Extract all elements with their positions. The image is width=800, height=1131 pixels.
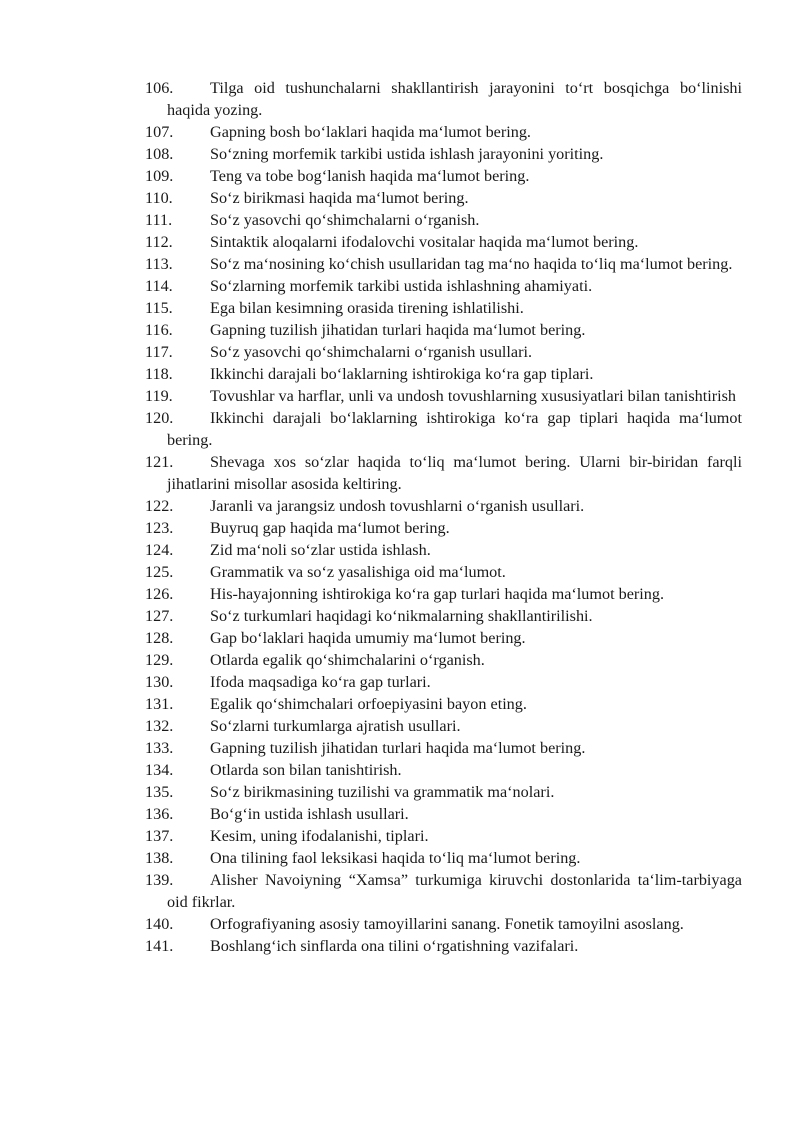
question-number: 115. (145, 299, 173, 317)
question-number: 137. (145, 827, 174, 845)
question-item (145, 913, 742, 935)
question-number: 140. (145, 915, 174, 933)
question-number: 136. (145, 805, 174, 823)
question-text: Zid ma‘noli so‘zlar ustida ishlash. (210, 541, 431, 559)
question-number: 141. (145, 937, 174, 955)
question-number: 127. (145, 607, 174, 625)
question-item (145, 77, 742, 121)
question-text: So‘z birikmasi haqida ma‘lumot bering. (210, 189, 469, 207)
question-item (145, 319, 742, 341)
question-list (145, 77, 742, 957)
question-text: So‘z turkumlari haqidagi ko‘nikmalarning shakllantirilishi. (210, 607, 593, 625)
question-text: Ega bilan kesimning orasida tirening ishlatilishi. (210, 299, 524, 317)
question-text: Ikkinchi darajali bo‘laklarning ishtirokiga ko‘ra gap tiplari. (210, 365, 594, 383)
question-text: Gapning tuzilish jihatidan turlari haqida ma‘lumot bering. (210, 321, 586, 339)
question-text: Ifoda maqsadiga ko‘ra gap turlari. (210, 673, 431, 691)
question-number: 116. (145, 321, 173, 339)
question-text: His-hayajonning ishtirokiga ko‘ra gap turlari haqida ma‘lumot bering. (210, 585, 665, 603)
question-number: 125. (145, 563, 174, 581)
question-text: So‘zning morfemik tarkibi ustida ishlash jarayonini yoriting. (210, 145, 604, 163)
question-number: 135. (145, 783, 174, 801)
question-text: Kesim, uning ifodalanishi, tiplari. (210, 827, 429, 845)
question-text: Teng va tobe bog‘lanish haqida ma‘lumot bering. (210, 167, 530, 185)
question-number: 109. (145, 167, 174, 185)
question-item (145, 231, 742, 253)
question-number: 134. (145, 761, 174, 779)
question-text: Alisher Navoiyning “Xamsa” turkumiga kiruvchi dostonlarida ta‘lim-tarbiyaga oid fikrlar. (167, 871, 742, 911)
question-text: Ikkinchi darajali bo‘laklarning ishtirokiga ko‘ra gap tiplari haqida ma‘lumot bering. (167, 409, 742, 449)
question-item (145, 847, 742, 869)
question-item (145, 341, 742, 363)
question-item (145, 935, 742, 957)
question-item (145, 627, 742, 649)
question-item (145, 803, 742, 825)
question-number: 128. (145, 629, 174, 647)
question-number: 138. (145, 849, 174, 867)
question-text: Tilga oid tushunchalarni shakllantirish jarayonini to‘rt bosqichga bo‘linishi haqida yozing. (167, 79, 742, 119)
question-number: 123. (145, 519, 174, 537)
question-item (145, 187, 742, 209)
question-text: Gap bo‘laklari haqida umumiy ma‘lumot bering. (210, 629, 526, 647)
question-text: Ona tilining faol leksikasi haqida to‘liq ma‘lumot bering. (210, 849, 581, 867)
question-item (145, 825, 742, 847)
question-number: 129. (145, 651, 174, 669)
question-number: 133. (145, 739, 174, 757)
question-item (145, 275, 742, 297)
question-number: 121. (145, 453, 174, 471)
question-text: Jaranli va jarangsiz undosh tovushlarni o‘rganish usullari. (210, 497, 585, 515)
question-text: So‘z birikmasining tuzilishi va grammatik ma‘nolari. (210, 783, 555, 801)
question-item (145, 297, 742, 319)
question-text: Buyruq gap haqida ma‘lumot bering. (210, 519, 450, 537)
question-text: Gapning bosh bo‘laklari haqida ma‘lumot bering. (210, 123, 531, 141)
question-text: Boshlang‘ich sinflarda ona tilini o‘rgatishning vazifalari. (210, 937, 579, 955)
question-number: 114. (145, 277, 173, 295)
question-number: 111. (145, 211, 173, 229)
question-number: 122. (145, 497, 174, 515)
question-item (145, 583, 742, 605)
question-text: Otlarda son bilan tanishtirish. (210, 761, 402, 779)
question-number: 117. (145, 343, 173, 361)
question-number: 113. (145, 255, 173, 273)
question-item (145, 561, 742, 583)
question-number: 118. (145, 365, 173, 383)
question-number: 106. (145, 79, 174, 97)
question-text: Egalik qo‘shimchalari orfoepiyasini bayon eting. (210, 695, 527, 713)
question-item (145, 693, 742, 715)
question-item (145, 165, 742, 187)
question-text: Orfografiyaning asosiy tamoyillarini sanang. Fonetik tamoyilni asoslang. (210, 915, 684, 933)
question-text: Gapning tuzilish jihatidan turlari haqida ma‘lumot bering. (210, 739, 586, 757)
question-item (145, 605, 742, 627)
question-item (145, 737, 742, 759)
question-item (145, 869, 742, 913)
question-item (145, 451, 742, 495)
question-item (145, 143, 742, 165)
question-text: Grammatik va so‘z yasalishiga oid ma‘lumot. (210, 563, 506, 581)
question-item (145, 209, 742, 231)
question-item (145, 781, 742, 803)
question-item (145, 671, 742, 693)
question-text: Otlarda egalik qo‘shimchalarini o‘rganish. (210, 651, 485, 669)
question-text: So‘zlarning morfemik tarkibi ustida ishlashning ahamiyati. (210, 277, 593, 295)
question-item (145, 253, 742, 275)
question-item (145, 363, 742, 385)
question-number: 132. (145, 717, 174, 735)
question-item (145, 517, 742, 539)
question-item (145, 407, 742, 451)
question-item (145, 121, 742, 143)
question-number: 126. (145, 585, 174, 603)
question-text: Tovushlar va harflar, unli va undosh tovushlarning xususiyatlari bilan tanishtirish (210, 387, 737, 405)
question-text: So‘z yasovchi qo‘shimchalarni o‘rganish usullari. (210, 343, 533, 361)
question-number: 130. (145, 673, 174, 691)
question-number: 119. (145, 387, 173, 405)
question-item (145, 495, 742, 517)
question-item (145, 715, 742, 737)
question-number: 107. (145, 123, 174, 141)
question-text: So‘zlarni turkumlarga ajratish usullari. (210, 717, 461, 735)
question-number: 124. (145, 541, 174, 559)
question-text: Bo‘g‘in ustida ishlash usullari. (210, 805, 409, 823)
question-text: So‘z yasovchi qo‘shimchalarni o‘rganish. (210, 211, 480, 229)
question-number: 108. (145, 145, 174, 163)
question-text: Sintaktik aloqalarni ifodalovchi vositalar haqida ma‘lumot bering. (210, 233, 639, 251)
question-text: Shevaga xos so‘zlar haqida to‘liq ma‘lumot bering. Ularni bir-biridan farqli jihatlarini misollar asosida keltiring. (167, 453, 742, 493)
question-item (145, 539, 742, 561)
question-number: 110. (145, 189, 173, 207)
question-item (145, 759, 742, 781)
question-number: 112. (145, 233, 173, 251)
question-number: 139. (145, 871, 174, 889)
question-number: 120. (145, 409, 174, 427)
question-text: So‘z ma‘nosining ko‘chish usullaridan tag ma‘no haqida to‘liq ma‘lumot bering. (210, 255, 733, 273)
question-item (145, 385, 742, 407)
question-number: 131. (145, 695, 174, 713)
question-item (145, 649, 742, 671)
